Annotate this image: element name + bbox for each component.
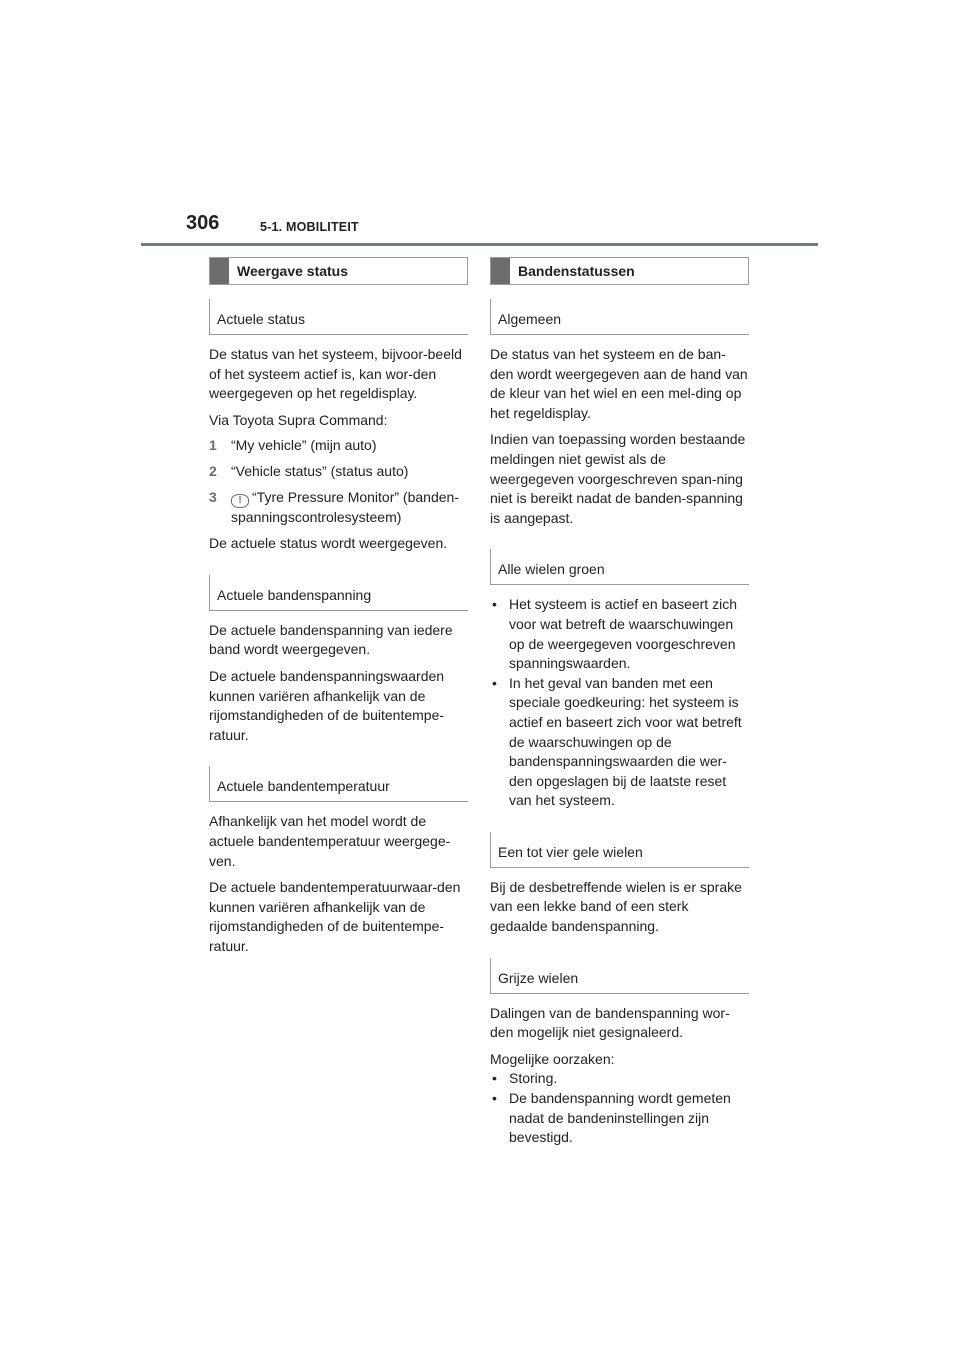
paragraph: De actuele bandenspanning van iedere band wordt weergegeven.	[209, 621, 453, 658]
paragraph: De actuele bandentemperatuurwaar-den kunnen variëren afhankelijk van de rijomstandigheden of de buitentempe-ratuur.	[209, 879, 461, 954]
header-rule	[141, 243, 818, 246]
list-item: • In het geval van banden met een speciale goedkeuring: het systeem is actief en baseert zich voor wat betreft de waarschuwingen op de bandenspanningswaarden die wer-den opgeslagen bij de laatste reset van het systeem.	[490, 674, 749, 811]
paragraph: De status van het systeem, bijvoor-beeld of het systeem actief is, kan wor-den weergegeven op het regeldisplay.	[209, 346, 462, 402]
subheading-gele-wielen: Een tot vier gele wielen	[490, 832, 749, 868]
step-1	[209, 436, 468, 456]
section-title: 5-1. MOBILITEIT	[260, 220, 359, 234]
list-item: • De bandenspanning wordt gemeten nadat de bandeninstellingen zijn bevestigd.	[490, 1089, 749, 1148]
paragraph: Dalingen van de bandenspanning wor-den mogelijk niet gesignaleerd.	[490, 1004, 730, 1041]
paragraph: Mogelijke oorzaken:	[490, 1050, 615, 1067]
subheading-alle-wielen-groen: Alle wielen groen	[490, 549, 749, 585]
paragraph: De actuele bandenspanningswaarden kunnen variëren afhankelijk van de rijomstandigheden of de buitentempe-ratuur.	[209, 667, 445, 743]
box-marker	[210, 258, 229, 284]
paragraph: De status van het systeem en de ban-den wordt weergegeven aan de hand van de kleur van het wiel en een mel-ding op het regeldisplay.	[490, 346, 748, 421]
list-item: • Storing.	[490, 1069, 749, 1089]
step-text: “Vehicle status” (status auto)	[231, 462, 409, 479]
bullet-list	[490, 595, 749, 811]
subheading-grijze-wielen: Grijze wielen	[490, 958, 749, 994]
paragraph: Indien van toepassing worden bestaande meldingen niet gewist als de weergegeven voorgeschreven span-ning niet is bereikt nadat de banden-spanning is aangepast.	[490, 431, 746, 526]
step-number: 2	[209, 462, 217, 479]
bullet-list	[490, 1069, 749, 1147]
step-3	[209, 488, 468, 528]
page-number: 306	[186, 212, 220, 234]
paragraph: Bij de desbetreffende wielen is er sprake van een lekke band of een sterk gedaalde bandenspanning.	[490, 878, 742, 935]
step-number: 3	[209, 488, 217, 505]
subheading-actuele-bandentemperatuur: Actuele bandentemperatuur	[209, 766, 468, 802]
step-2	[209, 462, 468, 482]
subheading-algemeen: Algemeen	[490, 299, 749, 335]
left-column	[209, 257, 468, 956]
step-text: “Tyre Pressure Monitor” (banden-spanningscontrolesysteem)	[231, 488, 459, 525]
paragraph: Via Toyota Supra Command:	[209, 411, 388, 428]
subheading-actuele-bandenspanning: Actuele bandenspanning	[209, 575, 468, 611]
right-column	[490, 257, 749, 1148]
tyre-warning-icon: !	[231, 494, 249, 508]
box-title: Weergave status	[237, 263, 349, 279]
weergave-status-box	[209, 257, 468, 285]
box-marker	[491, 258, 510, 284]
step-content	[231, 488, 468, 528]
subheading-actuele-status: Actuele status	[209, 299, 468, 335]
list-item: • Het systeem is actief en baseert zich voor wat betreft de waarschuwingen op de weergegeven voorgeschreven spanningswaarden.	[490, 595, 749, 673]
step-text: “My vehicle” (mijn auto)	[231, 437, 377, 454]
paragraph: Afhankelijk van het model wordt de actuele bandentemperatuur weergege-ven.	[209, 813, 451, 869]
paragraph: De actuele status wordt weergegeven.	[209, 535, 448, 552]
step-number: 1	[209, 437, 217, 454]
bandenstatussen-box	[490, 257, 749, 285]
box-title: Bandenstatussen	[518, 263, 635, 279]
